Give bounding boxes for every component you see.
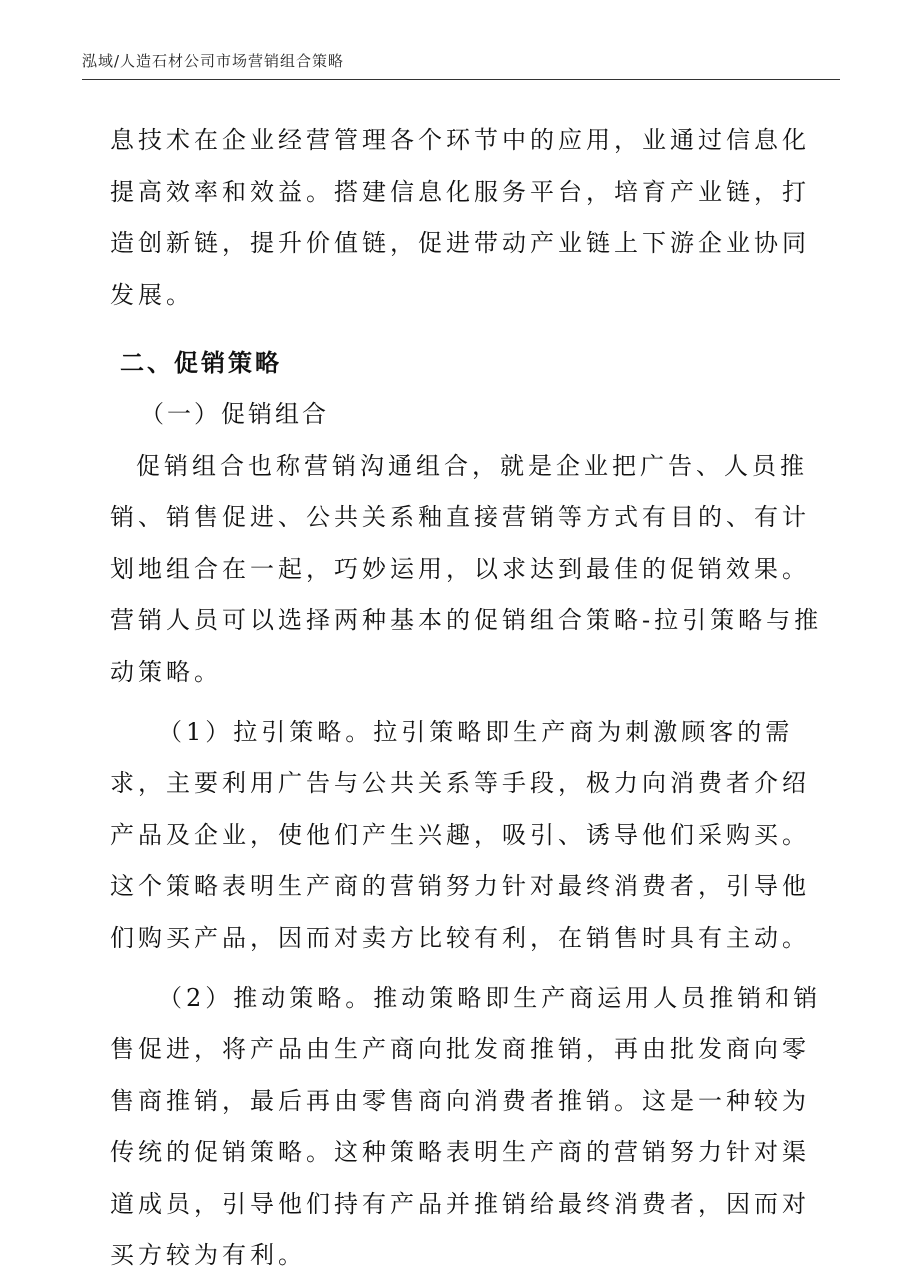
header-divider [82,79,840,80]
paragraph-promotion-mix: 促销组合也称营销沟通组合，就是企业把广告、人员推销、销售促进、公共关系釉直接营销等方式有目的、有计划地组合在一起，巧妙运用，以求达到最佳的促销效果。营销人员可以选择两种基本的促销组合策略-拉引策略与推动策略。 [110,441,830,699]
document-body [110,115,830,1282]
subsection-heading: （一）促销组合 [110,389,830,441]
section-heading: 二、促销策略 [110,337,830,389]
paragraph-pull-strategy: （1）拉引策略。拉引策略即生产商为刺激顾客的需求，主要利用广告与公共关系等手段，极力向消费者介绍产品及企业，使他们产生兴趣，吸引、诱导他们采购买。这个策略表明生产商的营销努力针对最终消费者，引导他们购买产品，因而对卖方比较有利，在销售时具有主动。 [110,707,830,965]
paragraph-continued: 息技术在企业经营管理各个环节中的应用，业通过信息化提高效率和效益。搭建信息化服务平台，培育产业链，打造创新链，提升价值链，促进带动产业链上下游企业协同发展。 [110,115,830,321]
paragraph-push-strategy: （2）推动策略。推动策略即生产商运用人员推销和销售促进，将产品由生产商向批发商推销，再由批发商向零售商推销，最后再由零售商向消费者推销。这是一种较为传统的促销策略。这种策略表明生产商的营销努力针对渠道成员，引导他们持有产品并推销给最终消费者，因而对买方较为有利。 [110,973,830,1282]
running-header: 泓域/人造石材公司市场营销组合策略 [82,50,344,71]
